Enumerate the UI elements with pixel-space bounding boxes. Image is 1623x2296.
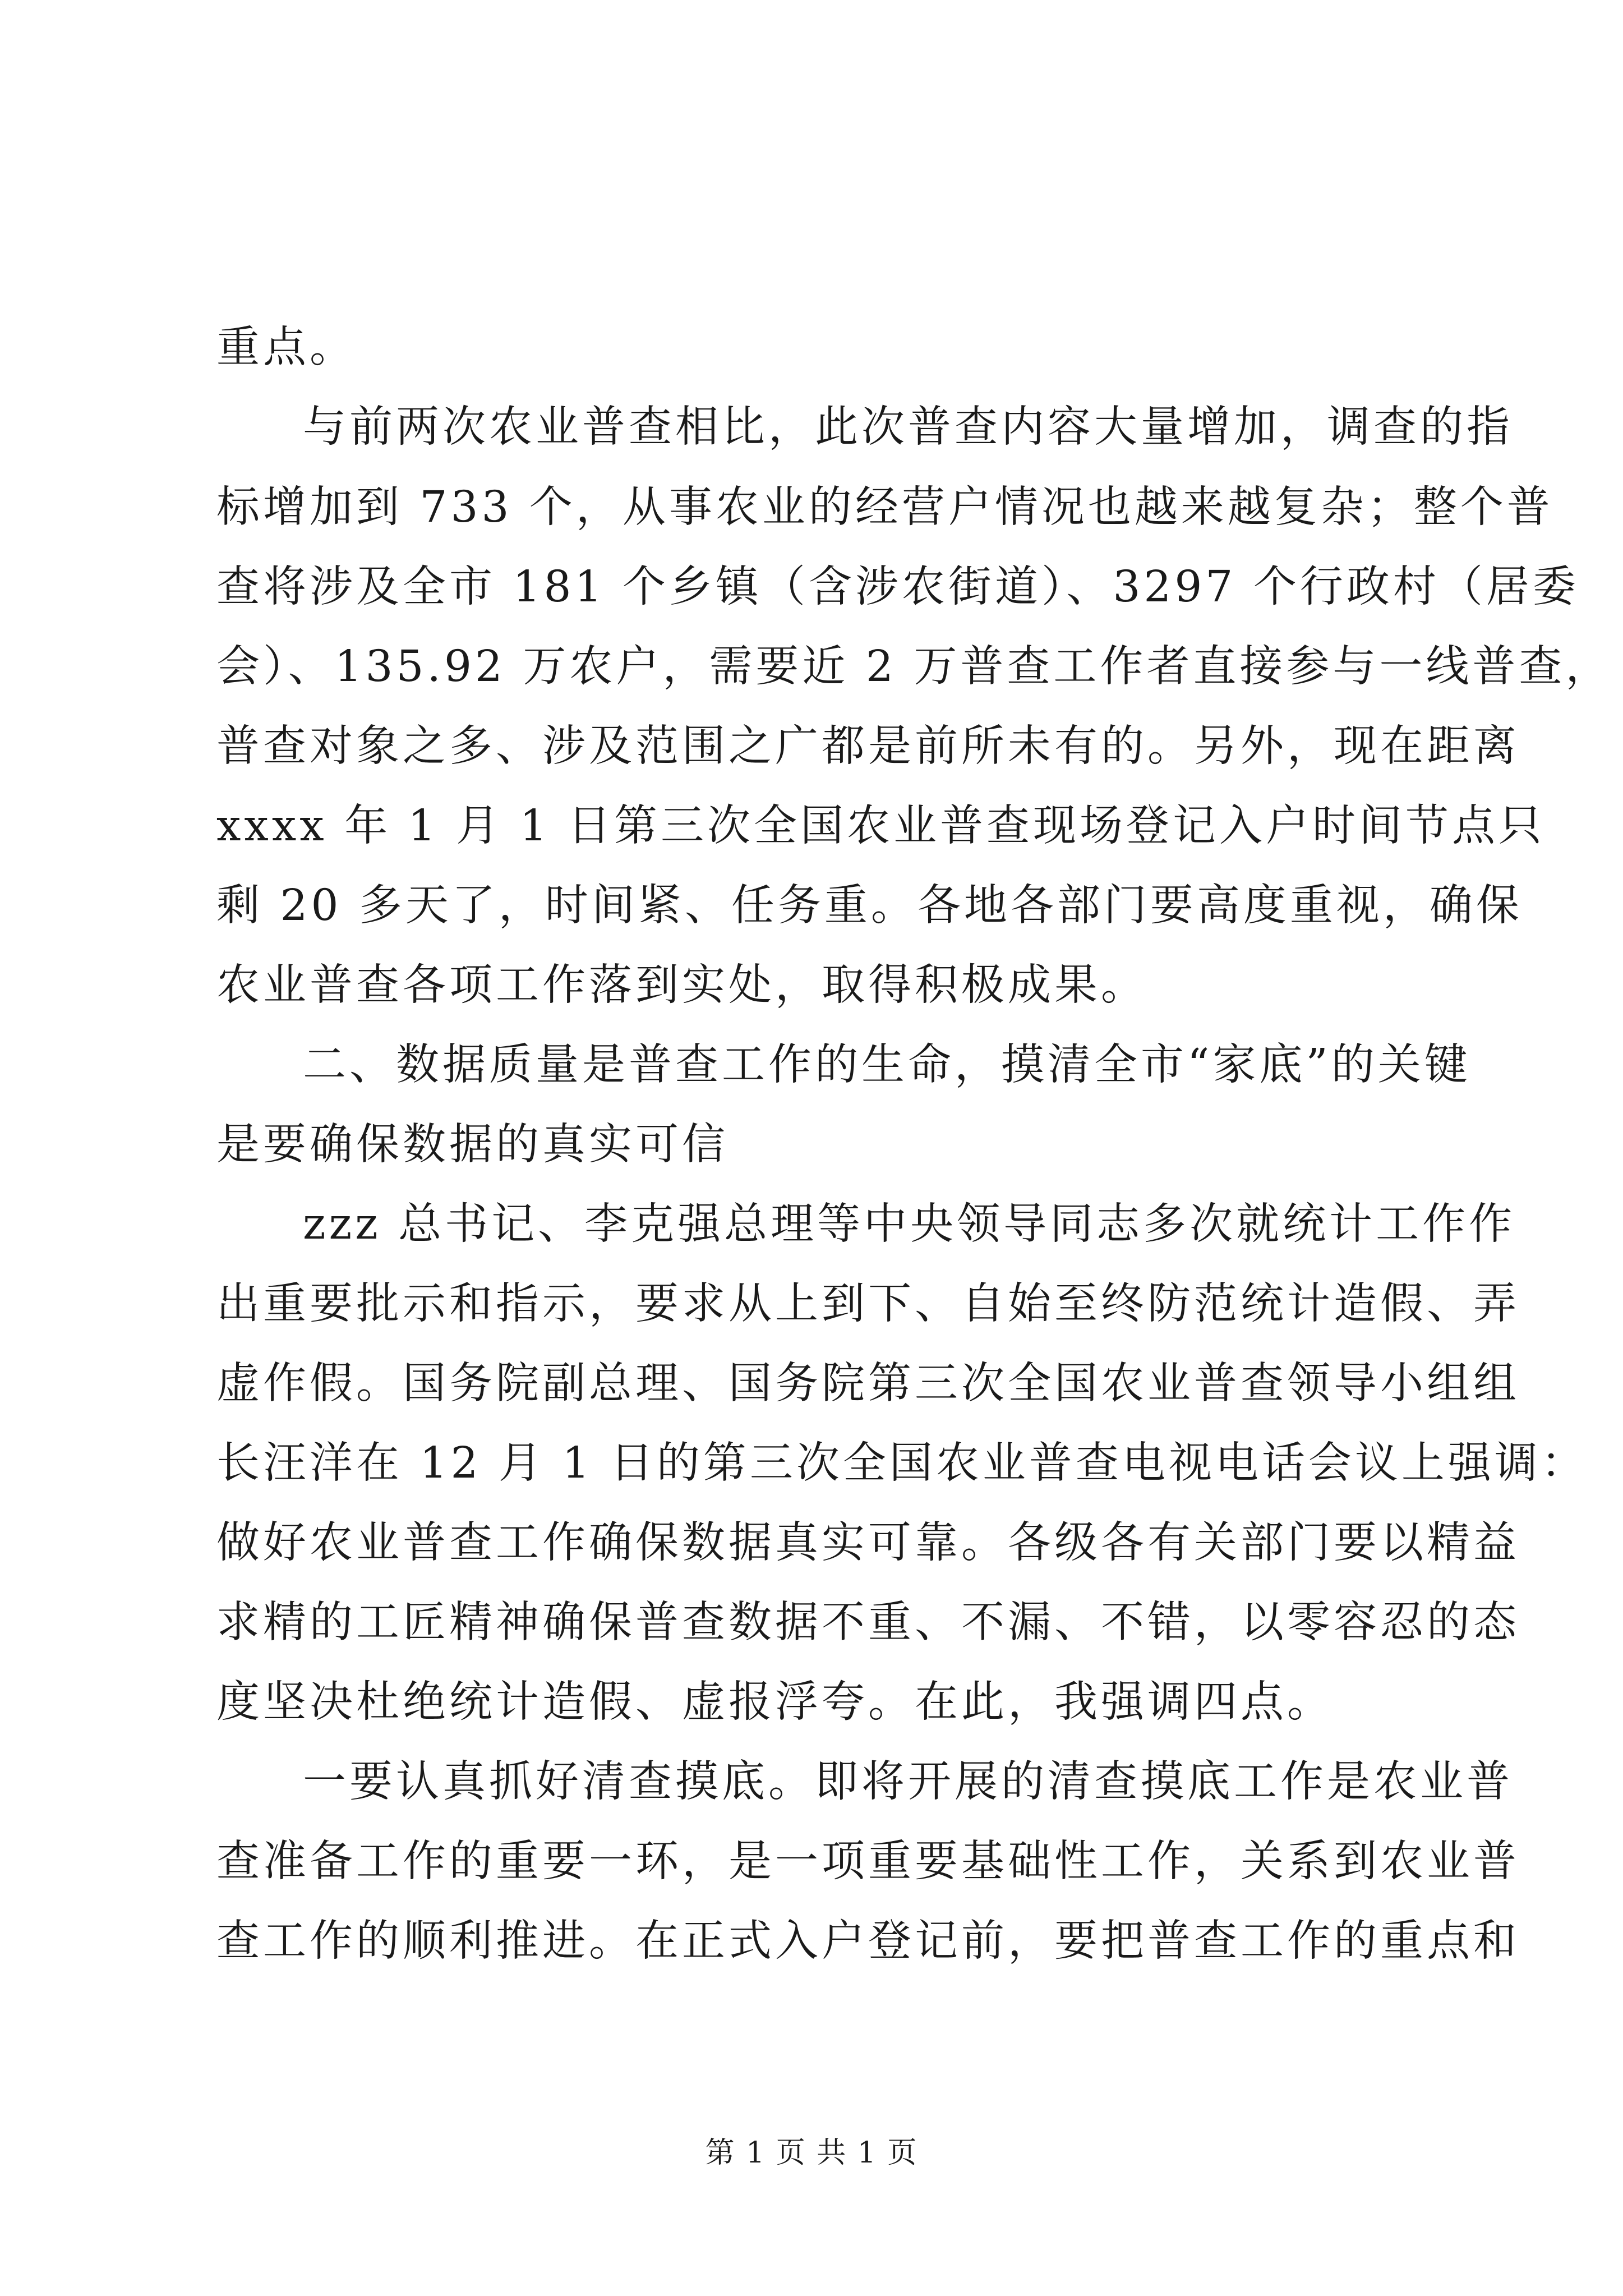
text-line: 与前两次农业普查相比，此次普查内容大量增加，调查的指 — [303, 402, 1513, 452]
text-line: 普查对象之多、涉及范围之广都是前所未有的。另外，现在距离 — [216, 721, 1520, 771]
text-line: 重点。 — [216, 323, 356, 372]
text-line: 求精的工匠精神确保普查数据不重、不漏、不错，以零容忍的态 — [216, 1598, 1520, 1648]
text-line: zzz 总书记、李克强总理等中央领导同志多次就统计工作作 — [303, 1199, 1516, 1249]
section-heading-line: 二、数据质量是普查工作的生命，摸清全市“家底”的关键 — [303, 1040, 1471, 1090]
text-line: 剩 20 多天了，时间紧、任务重。各地各部门要高度重视，确保 — [216, 881, 1523, 931]
text-line: 度坚决杜绝统计造假、虚报浮夸。在此，我强调四点。 — [216, 1677, 1334, 1727]
text-line: 长汪洋在 12 月 1 日的第三次全国农业普查电视电话会议上强调： — [216, 1438, 1588, 1488]
text-line: 查准备工作的重要一环，是一项重要基础性工作，关系到农业普 — [216, 1837, 1520, 1887]
text-line: 一要认真抓好清查摸底。即将开展的清查摸底工作是农业普 — [303, 1757, 1513, 1807]
text-line: 做好农业普查工作确保数据真实可靠。各级各有关部门要以精益 — [216, 1518, 1520, 1568]
page-number: 第 1 页 共 1 页 — [705, 2136, 918, 2170]
text-line: 会）、135.92 万农户，需要近 2 万普查工作者直接参与一线普查， — [216, 642, 1612, 692]
section-heading-line: 是要确保数据的真实可信 — [216, 1120, 728, 1170]
text-line: xxxx 年 1 月 1 日第三次全国农业普查现场登记入户时间节点只 — [216, 801, 1546, 851]
page-footer — [0, 2136, 1623, 2170]
text-line: 虚作假。国务院副总理、国务院第三次全国农业普查领导小组组 — [216, 1359, 1520, 1409]
text-line: 出重要批示和指示，要求从上到下、自始至终防范统计造假、弄 — [216, 1279, 1520, 1329]
text-line: 农业普查各项工作落到实处，取得积极成果。 — [216, 960, 1147, 1010]
text-line: 标增加到 733 个，从事农业的经营户情况也越来越复杂；整个普 — [216, 482, 1553, 532]
text-line: 查工作的顺利推进。在正式入户登记前，要把普查工作的重点和 — [216, 1916, 1520, 1966]
text-line: 查将涉及全市 181 个乡镇（含涉农街道）、3297 个行政村（居委 — [216, 562, 1579, 612]
